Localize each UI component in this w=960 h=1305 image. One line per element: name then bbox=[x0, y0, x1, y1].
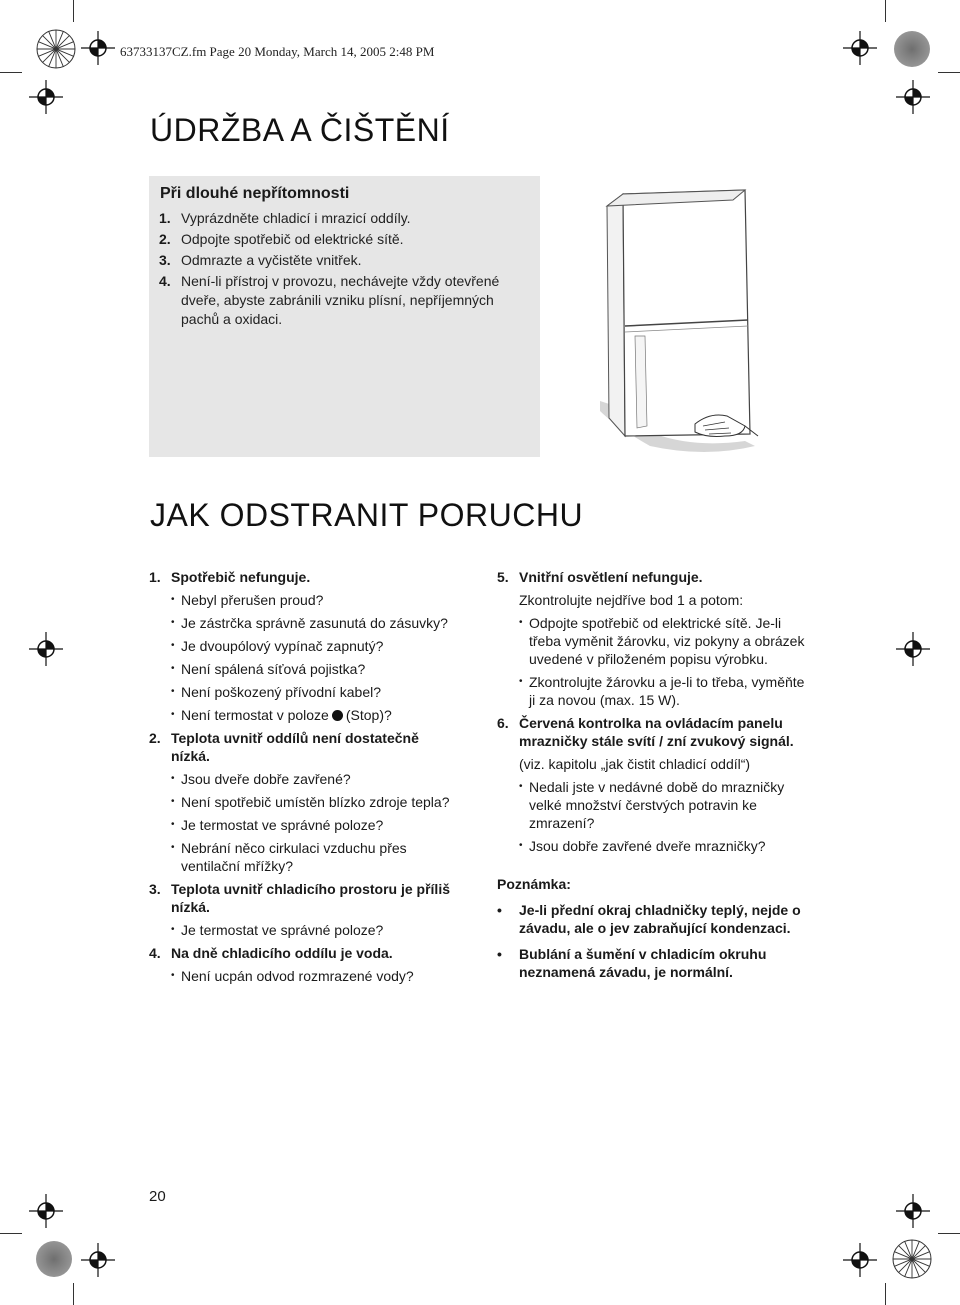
bullet-icon: • bbox=[171, 594, 175, 605]
absence-steps-list bbox=[159, 209, 529, 331]
section-title-troubleshooting: JAK ODSTRANIT PORUCHU bbox=[150, 497, 584, 533]
problem-title: Vnitřní osvětlení nefunguje. bbox=[519, 569, 703, 585]
list-item bbox=[519, 614, 827, 668]
list-item bbox=[159, 209, 529, 228]
step-number: 4. bbox=[159, 273, 171, 289]
problem-heading bbox=[149, 568, 479, 586]
step-number: 1. bbox=[159, 210, 171, 226]
step-text: Odpojte spotřebič od elektrické sítě. bbox=[181, 231, 404, 247]
registration-mark-icon bbox=[29, 632, 63, 666]
check-text: Jsou dveře dobře zavřené? bbox=[181, 771, 351, 787]
bullet-icon: • bbox=[171, 663, 175, 674]
note-heading: Poznámka: bbox=[497, 876, 571, 892]
check-text: Zkontrolujte žárovku a je-li to třeba, vyměňte ji za novou (max. 15 W). bbox=[529, 674, 805, 708]
check-text: Nedali jste v nedávné době do mrazničky velké množství čerstvých potravin ke zmrazení? bbox=[529, 779, 785, 831]
list-item bbox=[171, 921, 479, 939]
check-text: Jsou dobře zavřené dveře mrazničky? bbox=[529, 838, 766, 854]
step-text: Není-li přístroj v provozu, nechávejte vždy otevřené dveře, abyste zabránili vzniku plísní, nepříjemných pachů a oxidaci. bbox=[181, 273, 500, 327]
problem-heading bbox=[497, 568, 827, 586]
fridge-illustration bbox=[595, 186, 760, 458]
problem-title: Teplota uvnitř oddílů není dostatečně nízká. bbox=[171, 730, 419, 764]
list-item bbox=[171, 706, 479, 724]
bullet-icon: • bbox=[171, 617, 175, 628]
problem-number: 3. bbox=[149, 881, 161, 897]
bullet-icon: • bbox=[519, 840, 523, 851]
instruction-text: (viz. kapitolu „jak čistit chladicí oddíl“) bbox=[519, 756, 751, 772]
list-item bbox=[171, 660, 479, 678]
bullet-icon: • bbox=[497, 946, 502, 962]
problem-heading bbox=[149, 729, 479, 765]
step-text: Vyprázdněte chladicí i mrazicí oddíly. bbox=[181, 210, 411, 226]
bullet-icon: • bbox=[519, 617, 523, 628]
file-info-header: 63733137CZ.fm Page 20 Monday, March 14, 2005 2:48 PM bbox=[120, 44, 435, 59]
crop-line bbox=[73, 0, 74, 22]
bullet-icon: • bbox=[171, 796, 175, 807]
problem-heading bbox=[497, 714, 827, 750]
list-item bbox=[519, 673, 827, 709]
list-item bbox=[171, 683, 479, 701]
bullet-icon: • bbox=[519, 781, 523, 792]
check-text: Nebyl přerušen proud? bbox=[181, 592, 324, 608]
page-number: 20 bbox=[149, 1188, 166, 1205]
registration-mark-icon bbox=[29, 1194, 63, 1228]
note-item bbox=[497, 901, 827, 937]
note-item bbox=[497, 945, 827, 981]
crop-line bbox=[885, 0, 886, 22]
starburst-mark-icon bbox=[892, 1239, 932, 1279]
bullet-icon: • bbox=[171, 773, 175, 784]
registration-mark-icon bbox=[81, 1243, 115, 1277]
check-text: Není poškozený přívodní kabel? bbox=[181, 684, 382, 700]
step-number: 3. bbox=[159, 252, 171, 268]
check-text: Není ucpán odvod rozmrazené vody? bbox=[181, 968, 414, 984]
list-item bbox=[171, 967, 479, 985]
problem-number: 4. bbox=[149, 945, 161, 961]
check-text: Je termostat ve správné poloze? bbox=[181, 817, 384, 833]
list-item bbox=[171, 770, 479, 788]
registration-mark-icon bbox=[896, 632, 930, 666]
bullet-icon: • bbox=[171, 842, 175, 853]
gray-disc-mark-icon bbox=[894, 31, 930, 67]
problem-number: 1. bbox=[149, 569, 161, 585]
step-text: Odmrazte a vyčistěte vnitřek. bbox=[181, 252, 362, 268]
registration-mark-icon bbox=[896, 80, 930, 114]
check-text: Není spálená síťová pojistka? bbox=[181, 661, 366, 677]
list-item bbox=[171, 839, 479, 875]
bullet-icon: • bbox=[519, 676, 523, 687]
check-text: Nebrání něco cirkulaci vzduchu přes ventilační mřížky? bbox=[181, 840, 407, 874]
problem-number: 5. bbox=[497, 569, 509, 585]
problem-title: Teplota uvnitř chladicího prostoru je příliš nízká. bbox=[171, 881, 450, 915]
problem-title: Červená kontrolka na ovládacím panelu mrazničky stále svítí / zní zvukový signál. bbox=[519, 715, 794, 749]
registration-mark-icon bbox=[843, 1243, 877, 1277]
check-text: Je zástrčka správně zasunutá do zásuvky? bbox=[181, 615, 448, 631]
bullet-icon: • bbox=[171, 970, 175, 981]
problem-heading bbox=[149, 944, 479, 962]
bullet-icon: • bbox=[497, 902, 502, 918]
bullet-icon: • bbox=[171, 709, 175, 720]
list-item bbox=[171, 816, 479, 834]
crop-line bbox=[0, 72, 22, 73]
problem-heading bbox=[149, 880, 479, 916]
check-text: Je termostat ve správné poloze? bbox=[181, 922, 384, 938]
problem-number: 2. bbox=[149, 730, 161, 746]
crop-line bbox=[938, 1233, 960, 1234]
step-number: 2. bbox=[159, 231, 171, 247]
problem-title: Na dně chladicího oddílu je voda. bbox=[171, 945, 393, 961]
bullet-icon: • bbox=[171, 924, 175, 935]
check-text: Odpojte spotřebič od elektrické sítě. Je-li třeba vyměnit žárovku, viz pokyny a obrázek uvedené v přiloženém popisu výrobku. bbox=[529, 615, 805, 667]
section-title-maintenance: ÚDRŽBA A ČIŠTĚNÍ bbox=[150, 112, 450, 148]
crop-line bbox=[0, 1233, 22, 1234]
registration-mark-icon bbox=[896, 1194, 930, 1228]
list-item bbox=[519, 778, 827, 832]
registration-mark-icon bbox=[29, 80, 63, 114]
bullet-icon: • bbox=[171, 819, 175, 830]
troubleshooting-right-column bbox=[497, 568, 827, 981]
list-item bbox=[159, 251, 529, 270]
bullet-icon: • bbox=[171, 640, 175, 651]
crop-line bbox=[73, 1283, 74, 1305]
registration-mark-icon bbox=[81, 31, 115, 65]
note-text: Bublání a šumění v chladicím okruhu neznamená závadu, je normální. bbox=[519, 946, 767, 980]
gray-disc-mark-icon bbox=[36, 1241, 72, 1277]
list-item bbox=[171, 614, 479, 632]
bullet-icon: • bbox=[171, 686, 175, 697]
list-item bbox=[171, 637, 479, 655]
crop-line bbox=[938, 72, 960, 73]
check-text: Není termostat v poloze bbox=[181, 707, 329, 723]
check-text: Je dvoupólový vypínač zapnutý? bbox=[181, 638, 384, 654]
note-text: Je-li přední okraj chladničky teplý, nejde o závadu, ale o jev zabraňující kondenzaci. bbox=[519, 902, 801, 936]
check-text: Není spotřebič umístěn blízko zdroje tepla? bbox=[181, 794, 450, 810]
list-item bbox=[159, 272, 529, 329]
list-item bbox=[519, 837, 827, 855]
list-item bbox=[171, 793, 479, 811]
problem-number: 6. bbox=[497, 715, 509, 731]
absence-info-box bbox=[149, 176, 540, 457]
troubleshooting-left-column bbox=[149, 568, 479, 985]
list-item bbox=[159, 230, 529, 249]
stop-dot-icon bbox=[332, 710, 343, 721]
check-text: (Stop)? bbox=[345, 707, 392, 723]
starburst-mark-icon bbox=[36, 29, 76, 69]
box-heading: Při dlouhé nepřítomnosti bbox=[160, 185, 350, 202]
instruction-text: Zkontrolujte nejdříve bod 1 a potom: bbox=[519, 592, 744, 608]
list-item bbox=[171, 591, 479, 609]
crop-line bbox=[885, 1283, 886, 1305]
registration-mark-icon bbox=[843, 31, 877, 65]
problem-title: Spotřebič nefunguje. bbox=[171, 569, 311, 585]
